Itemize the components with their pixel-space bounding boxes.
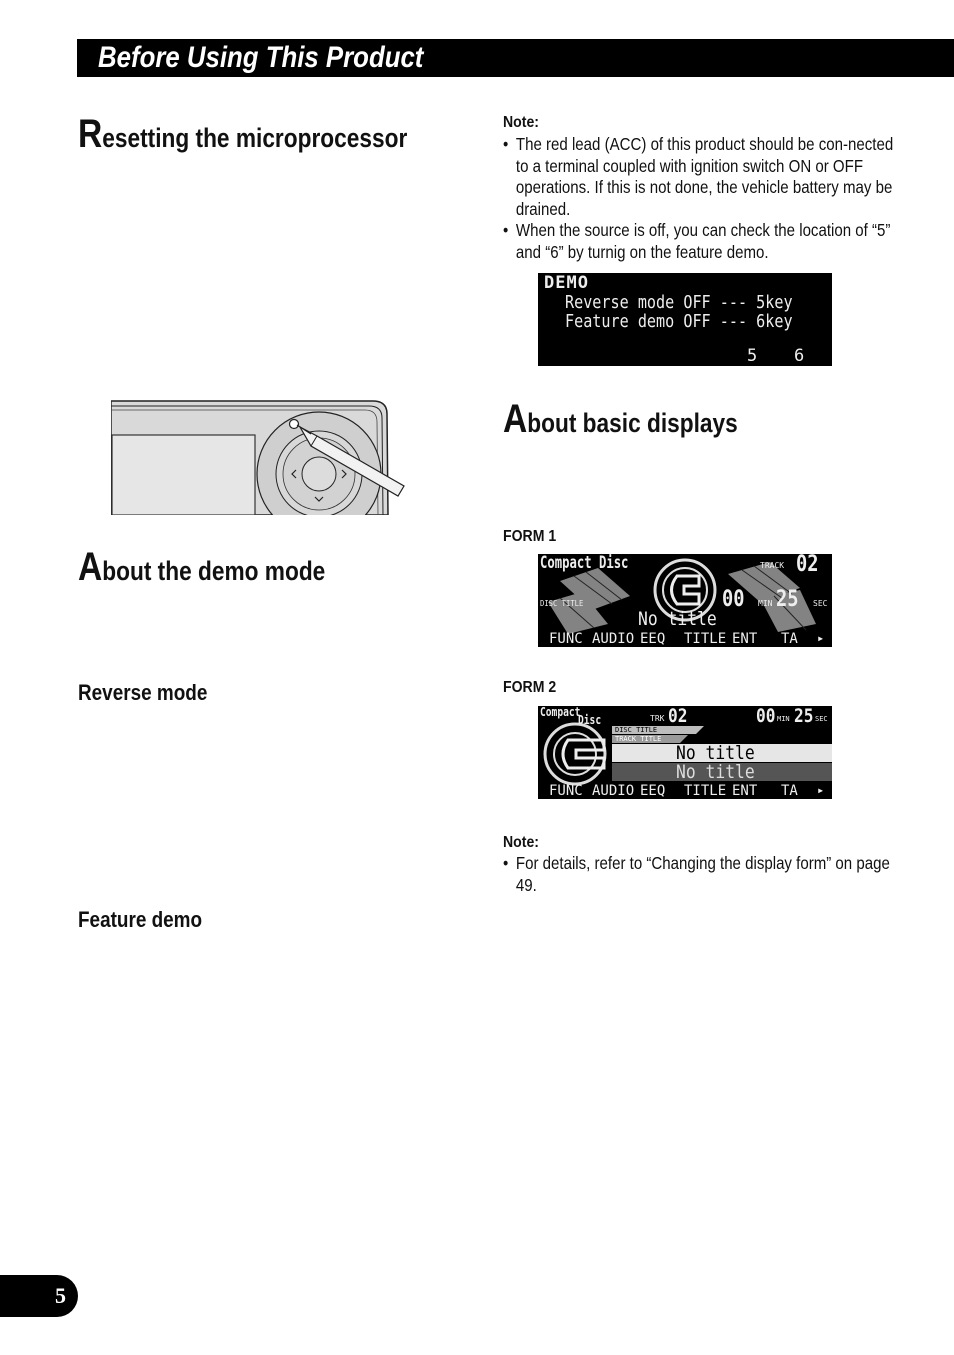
lcd-key-5: 5: [747, 346, 758, 366]
form2-lcd-display: [538, 706, 832, 799]
form1-menu-audio[interactable]: AUDIO: [592, 631, 635, 647]
subsection-reverse-mode: Reverse mode: [78, 680, 208, 705]
form2-disc-title-label: DISC TITLE: [615, 726, 658, 734]
form2-track-title-label: TRACK TITLE: [615, 735, 662, 743]
form2-menu-audio[interactable]: AUDIO: [592, 783, 635, 799]
form1-title: No title: [638, 608, 717, 630]
head-unit-illustration: [111, 400, 411, 515]
note-item: [503, 134, 907, 220]
note-item-text: For details, refer to “Changing the display form” on page 49.: [515, 853, 890, 895]
subsection-feature-demo: Feature demo: [78, 907, 203, 932]
section-title-basic-displays: [503, 397, 738, 442]
lcd-reverse-line: Reverse mode OFF --- 5key: [565, 292, 793, 313]
form1-menu-title[interactable]: TITLE: [684, 631, 727, 647]
section-title-resetting: [78, 112, 407, 157]
page-number-tab: [0, 1275, 78, 1317]
form2-min-label: MIN: [777, 715, 790, 723]
bullet-icon: •: [503, 853, 509, 873]
form1-track-number: 02: [796, 554, 819, 577]
form1-minutes: 00: [722, 587, 745, 612]
form1-seconds: 25: [776, 587, 799, 612]
form1-menu-func[interactable]: FUNC: [549, 631, 583, 647]
form2-menu-title[interactable]: TITLE: [684, 783, 727, 799]
form2-minutes: 00: [756, 706, 776, 727]
page-number: 5: [55, 1283, 66, 1308]
form2-source-line1: Compact: [540, 706, 581, 719]
page-header-title: Before Using This Product: [98, 41, 424, 74]
demo-lcd-display: [538, 273, 832, 366]
form2-seconds: 25: [794, 706, 814, 727]
form2-menu-eeq[interactable]: EEQ: [640, 783, 666, 799]
lcd-feature-line: Feature demo OFF --- 6key: [565, 311, 793, 332]
note-item-text: The red lead (ACC) of this product should be con-nected to a terminal coupled with ignition switch ON or OFF operations. If this is not done, the vehicle battery may be drained.: [515, 134, 894, 219]
section-initial: A: [503, 397, 528, 441]
form1-sec-label: SEC: [813, 599, 828, 608]
form2-trk-label: TRK: [650, 714, 665, 723]
form1-track-label: TRACK: [760, 561, 785, 570]
lcd-key-6: 6: [794, 346, 805, 366]
section-title-text: bout the demo mode: [102, 556, 326, 586]
form2-menu-next-icon[interactable]: ▸: [817, 783, 825, 797]
form2-track-number: 02: [668, 706, 688, 727]
form2-label: FORM 2: [503, 679, 557, 696]
form1-menu-next-icon[interactable]: ▸: [817, 631, 825, 645]
section-initial: A: [78, 545, 103, 589]
note-label: Note:: [503, 114, 539, 131]
note-list: [503, 853, 953, 896]
note-item-text: When the source is off, you can check the location of “5” and “6” by turnig on the feature demo.: [515, 220, 891, 262]
section-title-text: bout basic displays: [527, 408, 738, 438]
form2-source-line2: Disc: [578, 713, 602, 727]
form1-menu-ent[interactable]: ENT: [732, 631, 758, 647]
section-title-text: esetting the microprocessor: [102, 123, 408, 153]
form1-menu-ta[interactable]: TA: [781, 631, 798, 647]
bullet-icon: •: [503, 220, 509, 240]
lcd-demo-title: DEMO: [544, 273, 589, 293]
form1-label: FORM 1: [503, 528, 557, 545]
note-item: [503, 220, 907, 263]
form2-title-1: No title: [676, 742, 755, 764]
bullet-icon: •: [503, 134, 509, 154]
form1-lcd-display: [538, 554, 832, 647]
note-label: Note:: [503, 834, 539, 851]
section-initial: R: [78, 112, 103, 156]
form2-menu-ent[interactable]: ENT: [732, 783, 758, 799]
form1-disc-title-label: DISC TITLE: [540, 599, 584, 608]
section-title-demo-mode: [78, 545, 325, 590]
note-list: [503, 134, 953, 263]
form1-min-label: MIN: [758, 599, 773, 608]
form2-menu-func[interactable]: FUNC: [549, 783, 583, 799]
form2-sec-label: SEC: [815, 715, 828, 723]
form1-source: Compact Disc: [540, 554, 629, 573]
note-item: [503, 853, 907, 896]
form1-menu-eeq[interactable]: EEQ: [640, 631, 666, 647]
form2-menu-ta[interactable]: TA: [781, 783, 798, 799]
form2-title-2: No title: [676, 761, 755, 783]
